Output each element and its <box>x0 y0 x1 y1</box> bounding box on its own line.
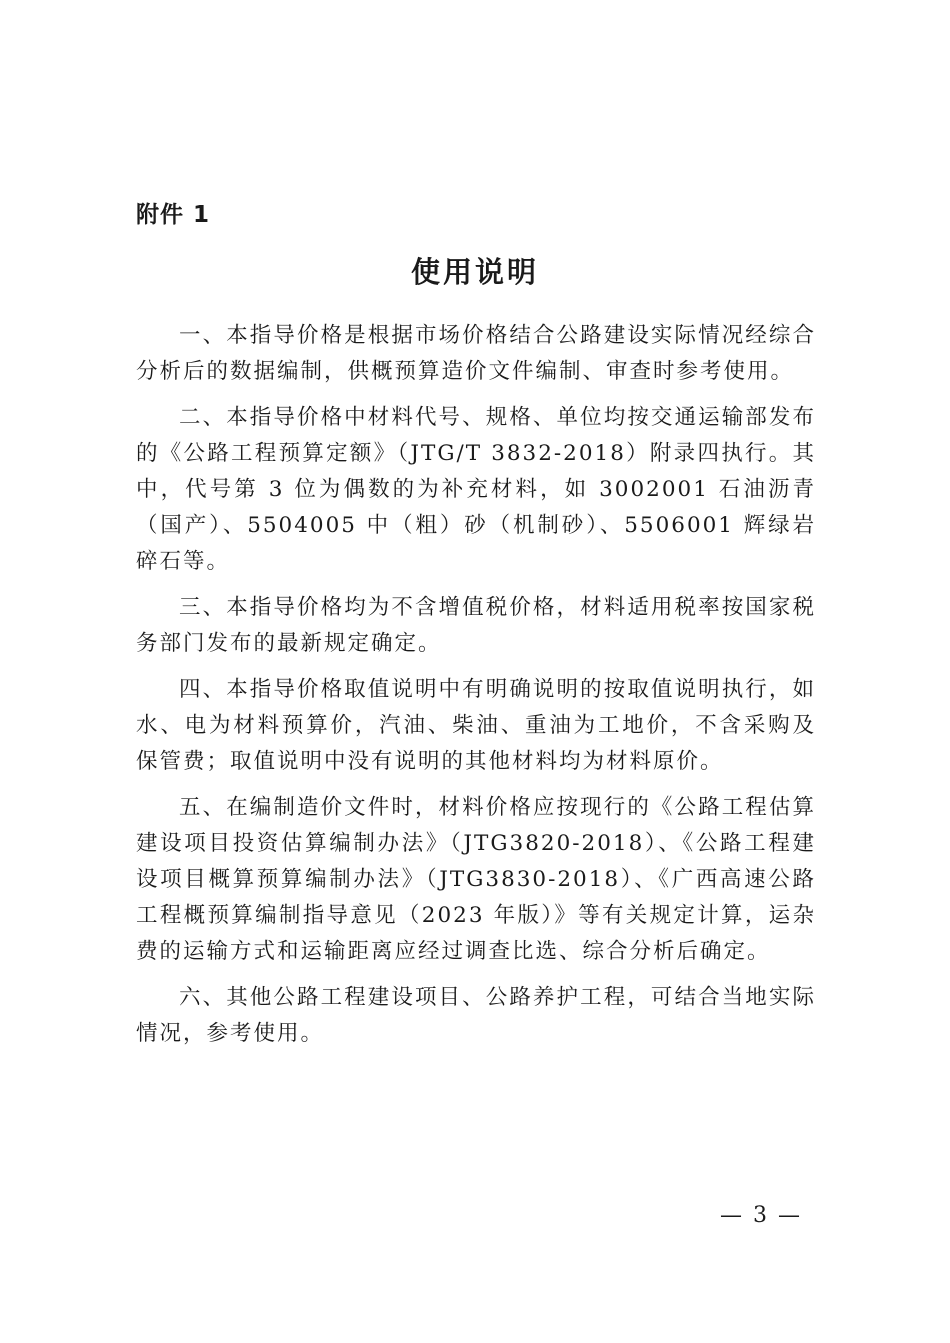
page-number: — 3 — <box>720 1203 802 1228</box>
paragraph-6: 六、其他公路工程建设项目、公路养护工程，可结合当地实际情况，参考使用。 <box>136 985 816 1046</box>
paragraph-5: 五、在编制造价文件时，材料价格应按现行的《公路工程估算建设项目投资估算编制办法》（JTG3820-2018）、《公路工程建设项目概算预算编制办法》（JTG3830-2018）、《广西高速公路工程概预算编制指导意见（2023 年版）》等有关规定计算，运杂费的运输方式和运输距离应经过调查比选、综合分析后确定。 <box>136 795 816 964</box>
document-body <box>136 318 816 1052</box>
page-title: 使用说明 <box>410 255 539 289</box>
paragraph-3: 三、本指导价格均为不含增值税价格，材料适用税率按国家税务部门发布的最新规定确定。 <box>136 595 816 656</box>
attachment-label: 附件 1 <box>136 202 211 228</box>
paragraph-2: 二、本指导价格中材料代号、规格、单位均按交通运输部发布的《公路工程预算定额》（JTG/T 3832-2018）附录四执行。其中，代号第 3 位为偶数的为补充材料，如 3002001 石油沥青（国产）、5504005 中（粗）砂（机制砂）、5506001 辉绿岩碎石等。 <box>136 405 816 574</box>
paragraph-1: 一、本指导价格是根据市场价格结合公路建设实际情况经综合分析后的数据编制，供概预算造价文件编制、审查时参考使用。 <box>136 323 816 384</box>
paragraph-4: 四、本指导价格取值说明中有明确说明的按取值说明执行，如水、电为材料预算价，汽油、柴油、重油为工地价，不含采购及保管费；取值说明中没有说明的其他材料均为材料原价。 <box>136 677 816 774</box>
